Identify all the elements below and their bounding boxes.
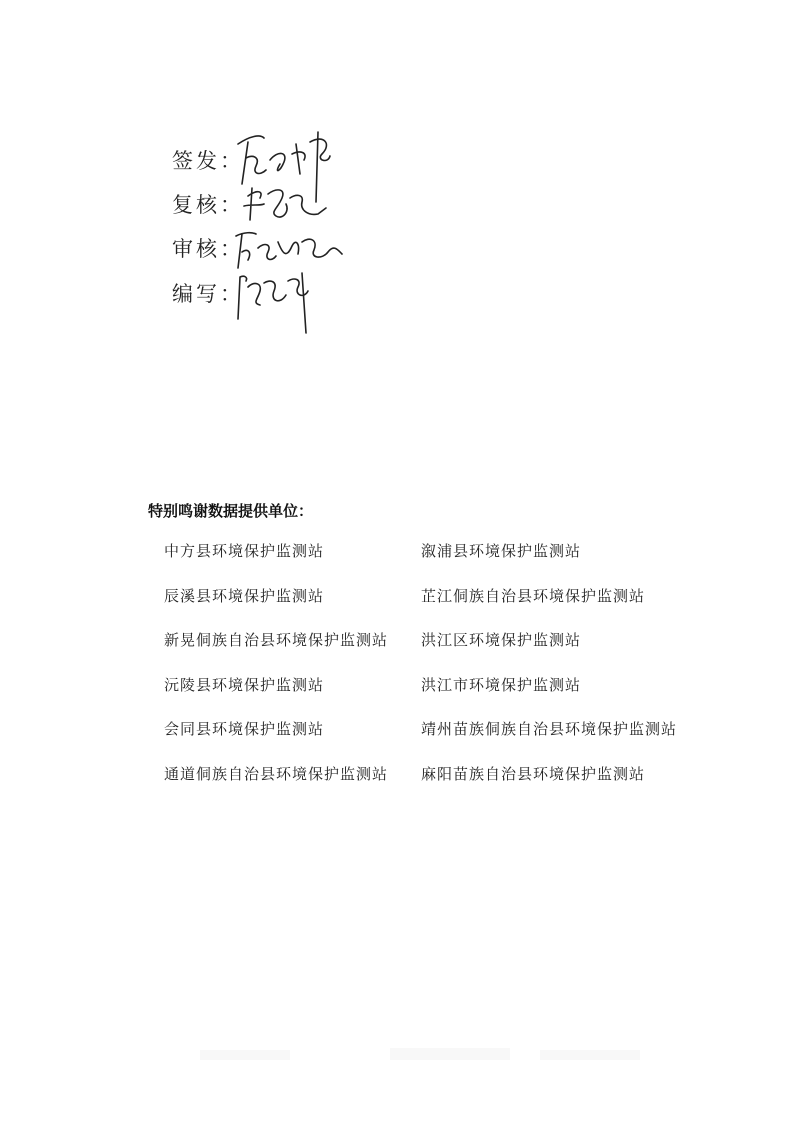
acknowledgment-heading: 特别鸣谢数据提供单位： bbox=[148, 502, 314, 520]
author-signature-icon bbox=[230, 247, 350, 337]
scan-artifact-icon bbox=[180, 1040, 660, 1070]
station-name: 沅陵县环境保护监测站 bbox=[164, 675, 325, 694]
list-item bbox=[164, 629, 724, 674]
station-name: 会同县环境保护监测站 bbox=[164, 720, 325, 738]
station-name: 辰溪县环境保护监测站 bbox=[164, 586, 325, 605]
acknowledgment-list bbox=[164, 540, 724, 807]
station-name: 洪江区环境保护监测站 bbox=[421, 631, 582, 649]
list-item bbox=[164, 585, 724, 630]
list-item bbox=[164, 540, 724, 585]
station-name: 麻阳苗族自治县环境保护监测站 bbox=[421, 764, 646, 783]
station-name: 溆浦县环境保护监测站 bbox=[421, 542, 582, 560]
list-item bbox=[164, 763, 724, 808]
station-name: 洪江市环境保护监测站 bbox=[421, 675, 582, 694]
station-name: 中方县环境保护监测站 bbox=[164, 542, 325, 560]
author-label: 编写： bbox=[172, 282, 244, 306]
issuer-label: 签发： bbox=[172, 149, 244, 173]
station-name: 通道侗族自治县环境保护监测站 bbox=[164, 764, 389, 783]
station-name: 靖州苗族侗族自治县环境保护监测站 bbox=[421, 720, 678, 738]
signature-block bbox=[172, 118, 392, 348]
station-name: 芷江侗族自治县环境保护监测站 bbox=[421, 586, 646, 605]
list-item bbox=[164, 674, 724, 719]
reviewer-label: 复核： bbox=[172, 193, 244, 217]
list-item bbox=[164, 718, 724, 763]
auditor-label: 审核： bbox=[172, 237, 244, 261]
station-name: 新晃侗族自治县环境保护监测站 bbox=[164, 631, 389, 649]
signature-row-author bbox=[172, 275, 244, 311]
